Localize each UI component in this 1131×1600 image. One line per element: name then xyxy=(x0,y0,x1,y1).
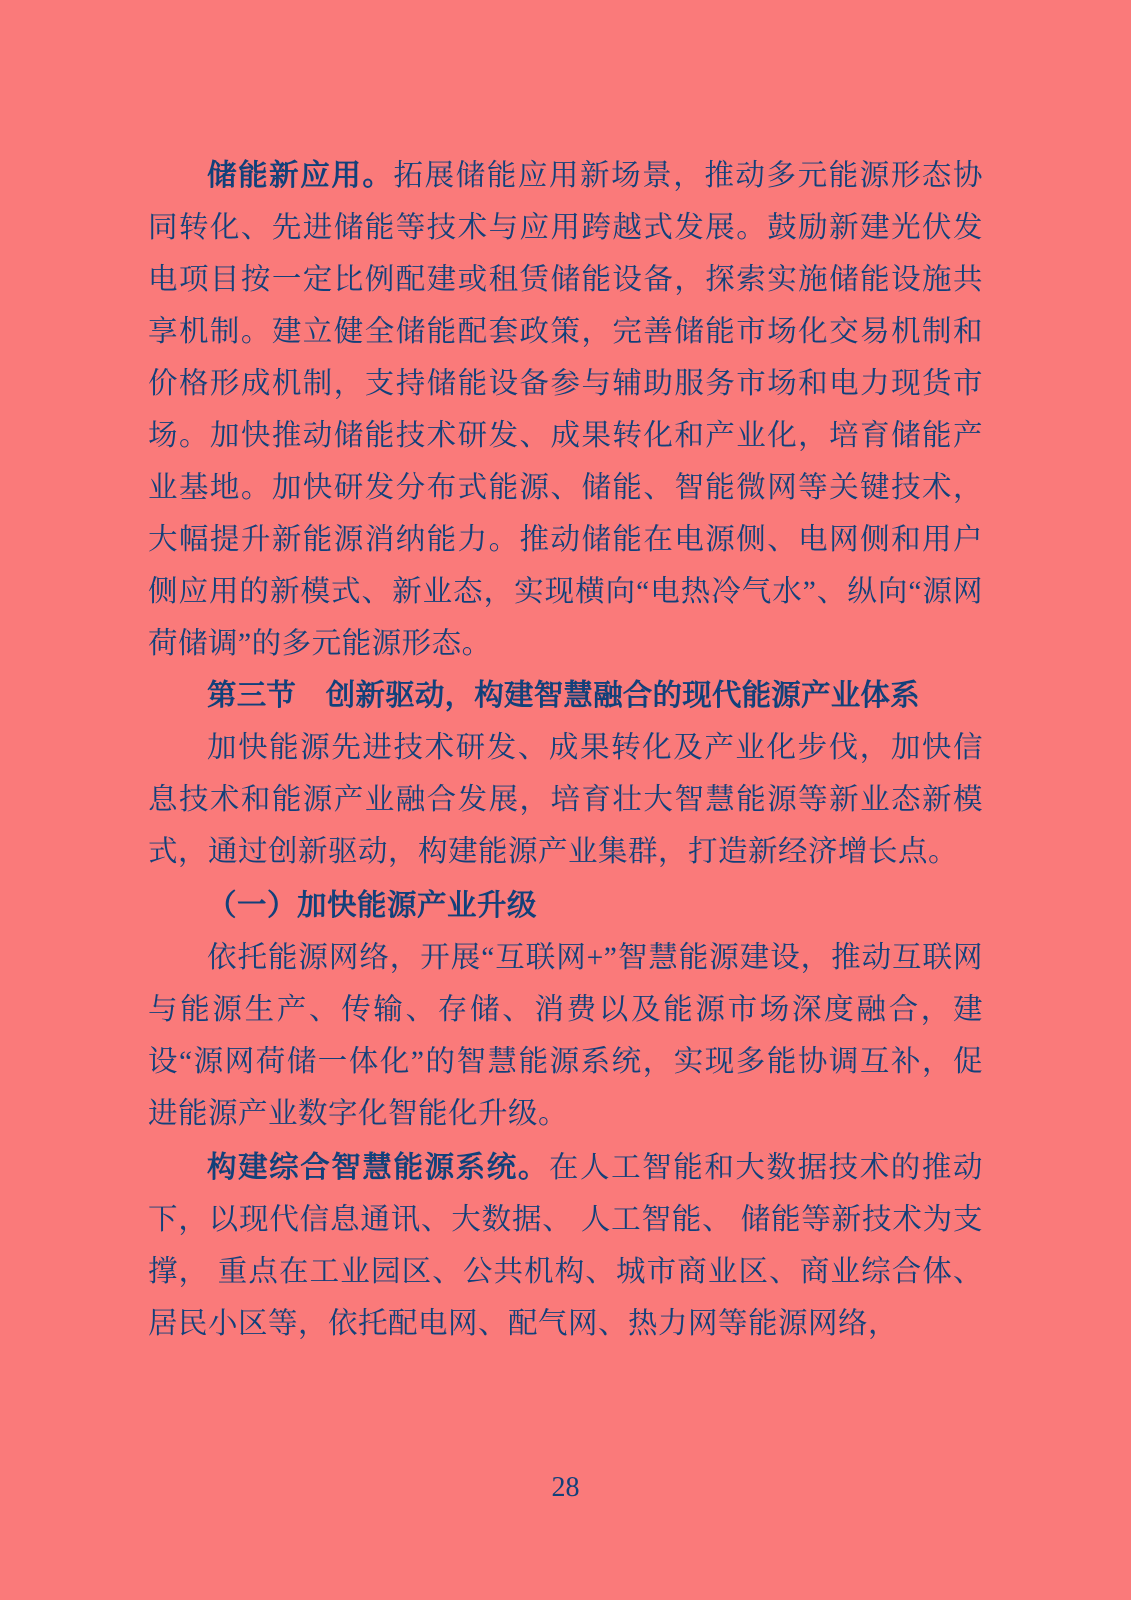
paragraph-lead-label: 储能新应用。 xyxy=(207,160,394,192)
page-number: 28 xyxy=(551,1472,580,1503)
sub-heading-one: （一）加快能源产业升级 xyxy=(207,890,538,922)
paragraph-innovation-intro: 加快能源先进技术研发、成果转化及产业化步伐，加快信息技术和能源产业融合发展，培育壮大智慧能源等新业态新模式，通过创新驱动，构建能源产业集群，打造新经济增长点。 xyxy=(148,732,983,868)
paragraph-text: 拓展储能应用新场景，推动多元能源形态协同转化、先进储能等技术与应用跨越式发展。鼓励新建光伏发电项目按一定比例配建或租赁储能设备，探索实施储能设施共享机制。建立健全储能配套政策，完善储能市场化交易机制和价格形成机制，支持储能设备参与辅助服务市场和电力现货市场。加快推动储能技术研发、成果转化和产业化，培育储能产业基地。加快研发分布式能源、储能、智能微网等关键技术，大幅提升新能源消纳能力。推动储能在电源侧、电网侧和用户侧应用的新模式、新业态，实现横向“电热冷气水”、纵向“源网荷储调”的多元能源形态。 xyxy=(148,160,983,660)
paragraph-integrated-smart-energy xyxy=(148,1142,983,1350)
section-heading-third: 第三节 创新驱动，构建智慧融合的现代能源产业体系 xyxy=(207,680,920,712)
document-body xyxy=(148,150,983,1350)
paragraph-lead-label-2: 构建综合智慧能源系统。 xyxy=(207,1152,549,1184)
paragraph-storage-new-application xyxy=(148,150,983,670)
paragraph-text-2: 在人工智能和大数据技术的推动下，以现代信息通讯、大数据、 人工智能、 储能等新技术为支撑， 重点在工业园区、公共机构、城市商业区、商业综合体、居民小区等，依托配电网、配气网、热力网等能源网络， xyxy=(148,1152,983,1340)
paragraph-energy-network: 依托能源网络，开展“互联网+”智慧能源建设，推动互联网与能源生产、传输、存储、消费以及能源市场深度融合，建设“源网荷储一体化”的智慧能源系统，实现多能协调互补，促进能源产业数字化智能化升级。 xyxy=(148,942,983,1130)
